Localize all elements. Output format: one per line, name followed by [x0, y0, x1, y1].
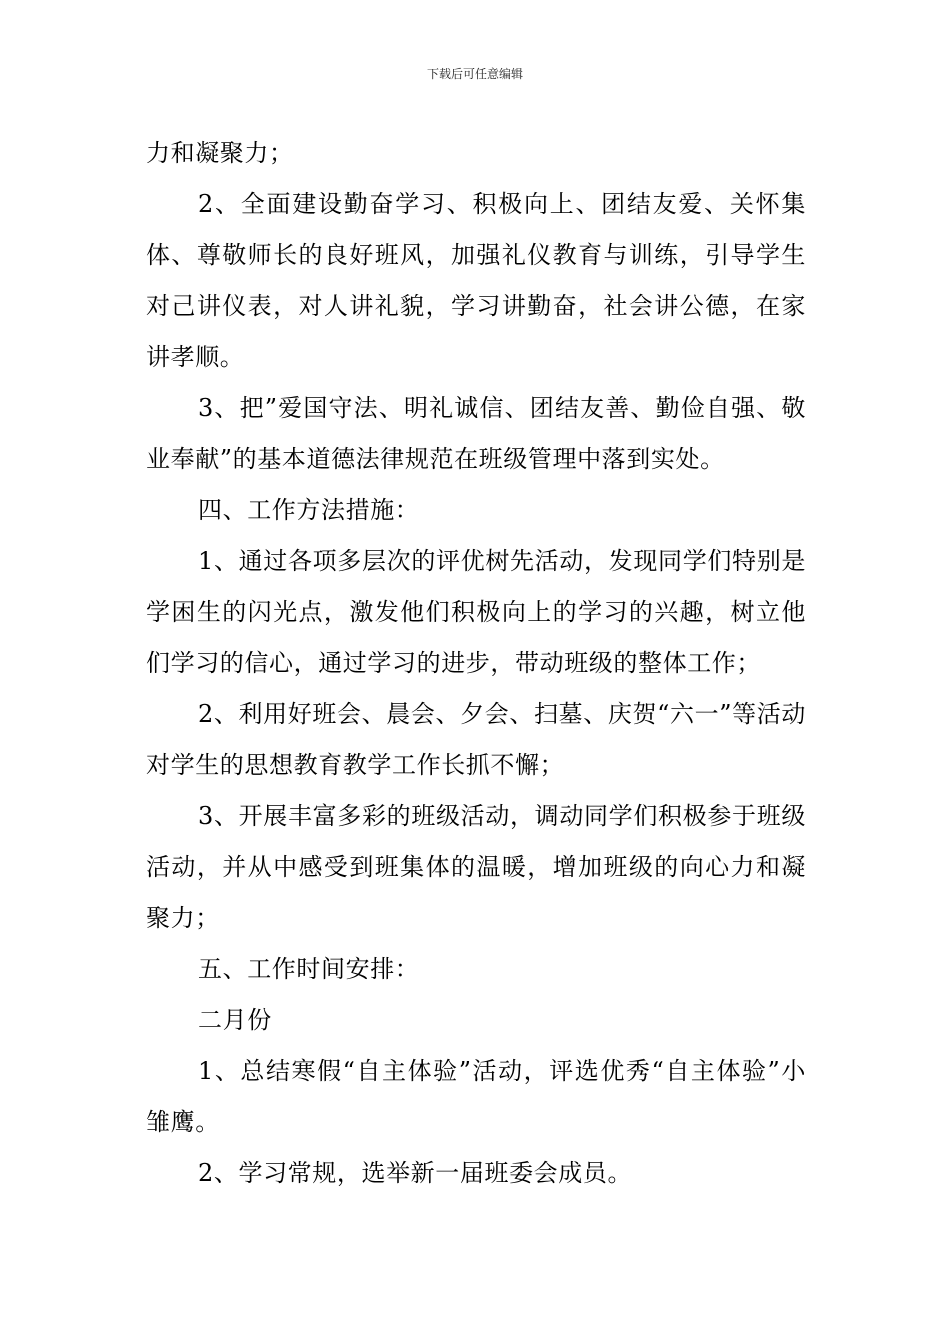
month-heading: 二月份 — [198, 1006, 272, 1034]
paragraph: 3、把”爱国守法、明礼诚信、团结友善、勤俭自强、敬业奉献”的基本道德法律规范在班级管理中落到实处。 — [146, 394, 806, 473]
paragraph: 2、全面建设勤奋学习、积极向上、团结友爱、关怀集体、尊敬师长的良好班风，加强礼仪教育与训练，引导学生对己讲仪表，对人讲礼貌，学习讲勤奋，社会讲公德，在家讲孝顺。 — [146, 190, 806, 371]
page-header: 下载后可任意编辑 — [426, 67, 523, 81]
section-heading: 五、工作时间安排： — [198, 955, 420, 983]
paragraph: 2、学习常规，选举新一届班委会成员。 — [198, 1159, 633, 1187]
section-heading: 四、工作方法措施： — [198, 496, 420, 524]
paragraph: 力和凝聚力； — [146, 139, 294, 167]
paragraph: 2、利用好班会、晨会、夕会、扫墓、庆贺“六一”等活动对学生的思想教育教学工作长抓不懈； — [146, 700, 806, 779]
paragraph: 1、总结寒假“自主体验”活动，评选优秀“自主体验”小雏鹰。 — [146, 1057, 806, 1136]
paragraph: 1、通过各项多层次的评优树先活动，发现同学们特别是学困生的闪光点，激发他们积极向上的学习的兴趣，树立他们学习的信心，通过学习的进步，带动班级的整体工作； — [146, 547, 806, 677]
paragraph: 3、开展丰富多彩的班级活动，调动同学们积极参于班级活动，并从中感受到班集体的温暖，增加班级的向心力和凝聚力； — [146, 802, 806, 932]
document-body — [146, 128, 806, 1199]
